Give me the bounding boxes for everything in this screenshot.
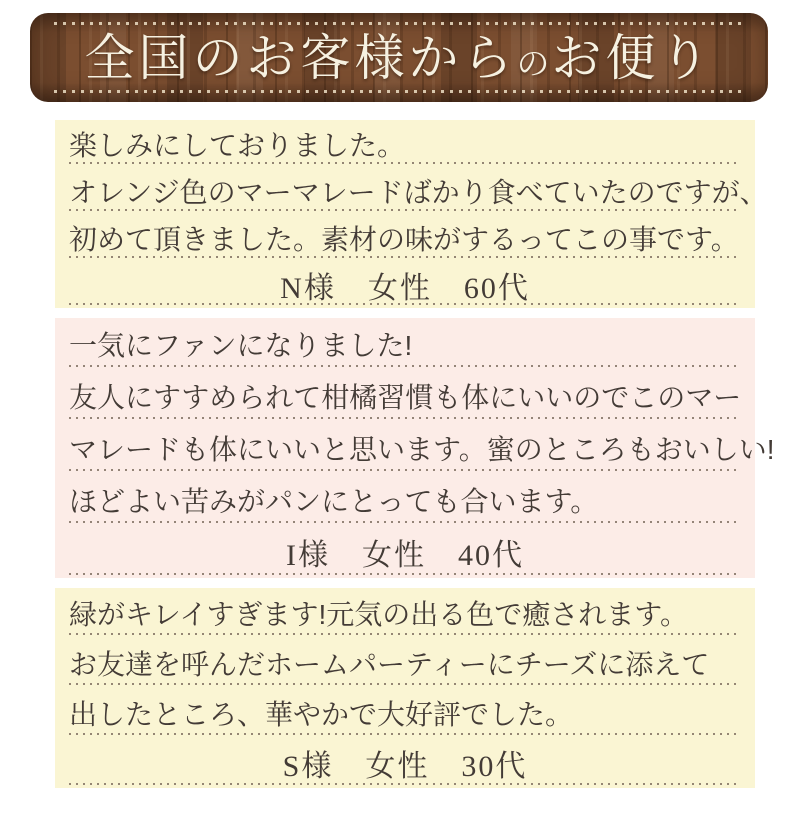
testimonial-line: ほどよい苦みがパンにとっても合います。 — [69, 474, 741, 526]
testimonial-card — [55, 588, 755, 788]
testimonial-list — [55, 120, 775, 788]
testimonial-line: 緑がキレイすぎます!元気の出る色で癒されます。 — [69, 588, 741, 638]
testimonial-line: オレンジ色のマーマレードばかり食べていたのですが、 — [69, 167, 741, 214]
reviewer-attribution: N様 女性 60代 — [69, 261, 741, 308]
testimonial-line: 出したところ、華やかで大好評でした。 — [69, 688, 741, 738]
stitch-line-bottom — [54, 90, 744, 93]
testimonial-line: 一気にファンになりました! — [69, 318, 741, 370]
page-title — [84, 29, 714, 86]
header-banner — [30, 13, 768, 102]
page-title-part1: 全国のお客様から — [84, 29, 517, 86]
page-title-part2: お便り — [551, 29, 714, 86]
testimonial-card — [55, 120, 768, 308]
reviewer-attribution: I様 女性 40代 — [69, 526, 741, 578]
testimonial-card — [55, 318, 775, 578]
testimonial-line: 初めて頂きました。素材の味がするってこの事です。 — [69, 214, 741, 261]
stitch-line-top — [54, 22, 744, 25]
testimonial-line: お友達を呼んだホームパーティーにチーズに添えて — [69, 638, 741, 688]
page-title-small-no: の — [516, 46, 552, 83]
testimonial-line: 楽しみにしておりました。 — [69, 120, 741, 167]
reviewer-attribution: S様 女性 30代 — [69, 738, 741, 788]
testimonial-line: 友人にすすめられて柑橘習慣も体にいいのでこのマー — [69, 370, 741, 422]
testimonial-line: マレードも体にいいと思います。蜜のところもおいしい! — [69, 422, 741, 474]
